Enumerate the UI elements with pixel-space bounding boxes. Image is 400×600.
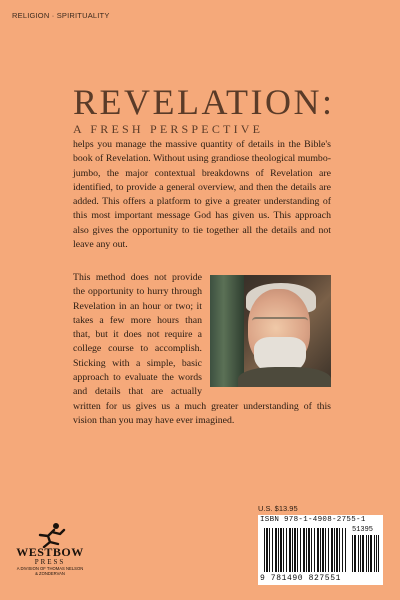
- publisher-logo: [10, 522, 90, 576]
- author-photo: [210, 275, 331, 387]
- barcode-digits: 9 781490 827551: [260, 574, 342, 583]
- publisher-tagline-2: & ZONDERVAN: [35, 571, 65, 576]
- book-title: REVELATION:: [73, 82, 335, 122]
- barcode-addon-bars: [352, 535, 379, 572]
- paragraph-2-text: This method does not provide the opportunity to hurry through Revelation in an hour or two; it takes a few more hours than that, but it does not require a college course to accomplish. Sticking with a simple, basic approach to evaluate the words and details that are actually written for us gives us a much greater understanding of this vision than you may have ever imagined.: [73, 272, 331, 426]
- category-label: RELIGION · SPIRITUALITY: [12, 11, 110, 20]
- barcode: [258, 515, 383, 585]
- addon-code: 51395: [352, 526, 374, 534]
- title-block: [73, 84, 333, 136]
- price-label: U.S. $13.95: [258, 504, 298, 513]
- book-subtitle: A FRESH PERSPECTIVE: [73, 122, 264, 136]
- publisher-name: WESTBOW: [16, 545, 84, 559]
- publisher-tagline-1: A DIVISION OF THOMAS NELSON: [16, 566, 84, 571]
- publisher-name-2: PRESS: [34, 558, 66, 566]
- description-paragraph-1: helps you manage the massive quantity of details in the Bible's book of Revelation. Without using grandiose theological mumbo-jumbo, the major contextual breakdowns of Revelation are identified, to provide a general overview, and then the details are added. This offers a platform to give a greater understanding of this most important message God has given us. This approach also gives the opportunity to tie together all the details and not leave any out.: [73, 139, 331, 251]
- description-paragraph-2: [73, 271, 331, 428]
- isbn-text: ISBN 978-1-4908-2755-1: [260, 516, 366, 524]
- barcode-bars: [264, 528, 346, 572]
